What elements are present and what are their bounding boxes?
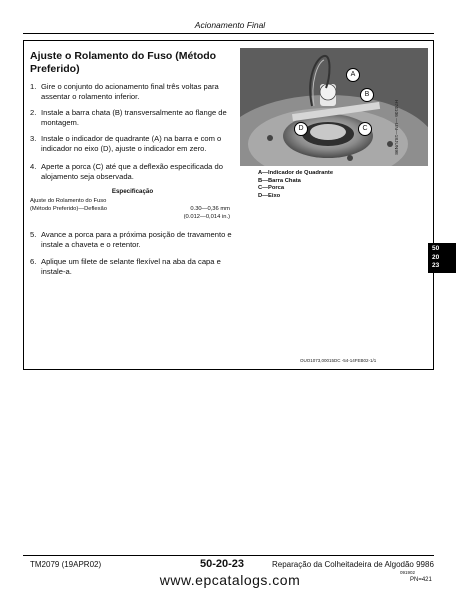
footer-page-code: PN=421: [410, 577, 432, 583]
spec-line-2-label: (Método Preferido)—Deflexão: [30, 206, 108, 212]
tab-line: 23: [432, 262, 440, 269]
step-5: [30, 230, 235, 250]
step-3: [30, 134, 235, 154]
section-title: Ajuste o Rolamento do Fuso (Método Preferido): [30, 50, 217, 75]
page-header-title: Acionamento Final: [194, 20, 266, 30]
callout-c: C: [358, 122, 372, 136]
figure-reference: OUO1073,00015DC -54-14FEB02-1/1: [300, 358, 377, 363]
callout-d: D: [294, 122, 308, 136]
footer-rule: [23, 555, 434, 556]
spec-heading: Especificação: [111, 188, 154, 195]
step-6: [30, 257, 235, 277]
step-2: [30, 108, 235, 128]
footer-doc-id: TM2079 (19APR02): [30, 560, 102, 569]
figure-legend: [258, 170, 333, 200]
step-number: 5.: [30, 230, 37, 239]
assembly-photo: [240, 48, 428, 166]
spec-line-1: Ajuste do Rolamento do Fuso: [30, 198, 107, 204]
step-text: Instale a barra chata (B) transversalmente ao flange de montagem.: [41, 108, 227, 127]
watermark-url: www.epcatalogs.com: [159, 572, 301, 588]
footer-page-number: 50-20-23: [200, 558, 245, 570]
step-number: 1.: [30, 82, 37, 91]
step-text: Gire o conjunto do acionamento final três voltas para assentar o rolamento inferior.: [41, 82, 219, 101]
step-text: Aplique um filete de selante flexível na aba da capa e instale-a.: [41, 257, 221, 276]
figure-side-code: H74106 —UN—18JUN98: [393, 100, 398, 155]
legend-item: C—Porca: [258, 185, 285, 191]
step-number: 4.: [30, 162, 37, 171]
step-4: [30, 162, 235, 182]
callout-a: A: [346, 68, 360, 82]
tab-line: 50: [432, 245, 440, 252]
step-text: Avance a porca para a próxima posição de travamento e instale a chaveta e o retentor.: [41, 230, 232, 249]
spec-line-2-value: 0.30—0,36 mm: [190, 206, 230, 212]
legend-item: B—Barra Chata: [258, 177, 301, 184]
callout-b: B: [360, 88, 374, 102]
header-rule: [23, 33, 434, 34]
footer-date-code: 091902: [400, 570, 416, 575]
legend-item: A—Indicador de Quadrante: [258, 170, 334, 176]
step-text: Aperte a porca (C) até que a deflexão especificada do alojamento seja observada.: [41, 162, 223, 181]
step-text: Instale o indicador de quadrante (A) na barra e com o indicador no eixo (D), ajuste o indicador em zero.: [41, 134, 222, 153]
legend-item: D—Eixo: [258, 192, 281, 199]
section-tab: [428, 243, 456, 273]
tab-line: 20: [432, 253, 440, 261]
step-1: [30, 82, 235, 102]
step-number: 2.: [30, 108, 37, 117]
spec-line-3-value: (0.012—0,014 in.): [183, 214, 230, 220]
step-number: 3.: [30, 134, 37, 143]
assembly-illustration: [240, 48, 428, 166]
footer-title: Reparação da Colheitadeira de Algodão 9986: [272, 560, 434, 569]
step-number: 6.: [30, 257, 37, 266]
